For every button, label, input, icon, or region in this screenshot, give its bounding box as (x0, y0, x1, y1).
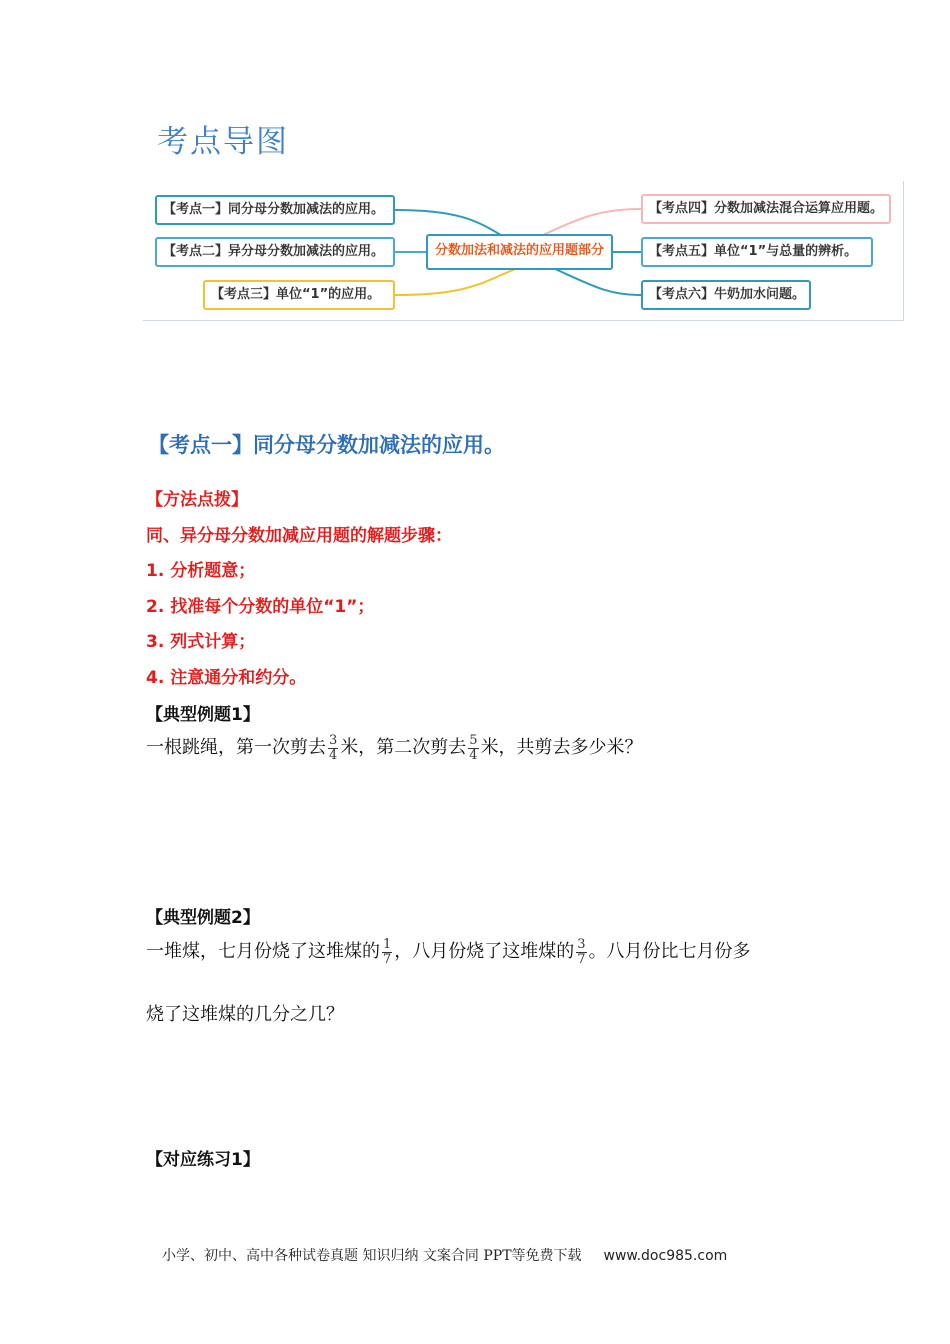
fraction-numerator: 1 (383, 936, 392, 952)
fraction-denominator: 7 (383, 951, 392, 967)
fraction-numerator: 3 (329, 732, 338, 748)
section-heading: 【考点一】同分母分数加减法的应用。 (148, 433, 505, 457)
example2-label: 【典型例题2】 (146, 908, 260, 928)
fraction (576, 938, 586, 967)
example2-text-2: ，八月份烧了这堆煤的 (394, 941, 575, 962)
example2-question-line2: 烧了这堆煤的几分之几？ (146, 1004, 344, 1025)
fraction (382, 938, 392, 967)
practice1-label: 【对应练习1】 (146, 1150, 260, 1170)
step-4: 4. 注意通分和约分。 (146, 668, 307, 688)
step-2: 2. 找准每个分数的单位“1”； (146, 597, 375, 617)
connector-6 (553, 268, 641, 295)
connector-3 (395, 266, 523, 295)
example1-question (146, 733, 643, 763)
fraction (328, 734, 338, 763)
footer-url[interactable]: www.doc985.com (603, 1248, 728, 1264)
mindmap-node-6: 【考点六】牛奶加水问题。 (641, 280, 811, 310)
fraction-numerator: 3 (577, 936, 586, 952)
method-label: 【方法点拨】 (146, 490, 248, 510)
step-1: 1. 分析题意； (146, 561, 256, 581)
method-intro: 同、异分母分数加减应用题的解题步骤： (146, 526, 452, 546)
fraction-denominator: 4 (469, 747, 478, 763)
step-3: 3. 列式计算； (146, 632, 256, 652)
example2-text-1: 一堆煤，七月份烧了这堆煤的 (146, 941, 380, 962)
footer-text: 小学、初中、高中各种试卷真题 知识归纳 文案合同 PPT等免费下载 (162, 1248, 582, 1264)
example1-text-3: 米，共剪去多少米？ (480, 737, 643, 758)
mindmap-node-5: 【考点五】单位“1”与总量的辨析。 (641, 237, 873, 267)
example1-text-1: 一根跳绳，第一次剪去 (146, 737, 326, 758)
fraction (468, 734, 478, 763)
example1-text-2: 米，第二次剪去 (340, 737, 467, 758)
example1-label: 【典型例题1】 (146, 705, 260, 725)
mindmap-center-node: 分数加法和减法的应用题部分 (426, 234, 613, 270)
page-title: 考点导图 (157, 124, 289, 160)
fraction-numerator: 5 (469, 732, 478, 748)
example2-question (146, 937, 751, 967)
fraction-denominator: 4 (329, 747, 338, 763)
mindmap-node-1: 【考点一】同分母分数加减法的应用。 (155, 195, 395, 225)
mindmap-node-4: 【考点四】分数加减法混合运算应用题。 (641, 194, 891, 224)
footer (162, 1245, 727, 1265)
mindmap-node-3: 【考点三】单位“1”的应用。 (203, 280, 395, 310)
example2-text-3: 。八月份比七月份多 (588, 941, 751, 962)
fraction-denominator: 7 (577, 951, 586, 967)
mindmap (143, 181, 904, 321)
connector-4 (541, 209, 641, 236)
mindmap-node-2: 【考点二】异分母分数加减法的应用。 (155, 237, 395, 267)
